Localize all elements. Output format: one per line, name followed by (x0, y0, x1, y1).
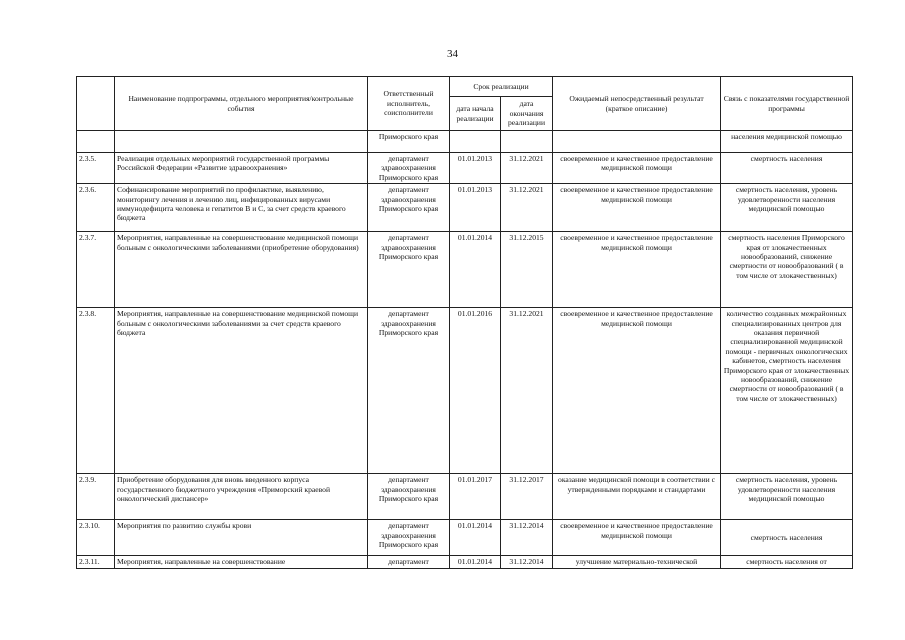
row-result (553, 131, 721, 153)
row-link: количество созданных межрайонных специализированных центров для оказания первичной специализированной медицинской помощи - первичных онкологических кабинетов, смертность населения Приморского края от злокачественных новообразований, снижение смертности от новообразований ( в том числе от злокачественных) (721, 308, 853, 474)
row-link: смертность населения (721, 153, 853, 184)
row-name: Реализация отдельных мероприятий государственной программы Российской Федерации «Развитие здравоохранения» (115, 153, 368, 184)
row-link: смертность населения Приморского края от злокачественных новообразований, снижение смертности от новообразований ( в том числе от злокачественных) (721, 232, 853, 308)
header-number (77, 77, 115, 131)
row-start: 01.01.2013 (450, 153, 501, 184)
table-row (77, 520, 853, 556)
row-result: своевременное и качественное предоставление медицинской помощи (553, 520, 721, 556)
row-link: смертность населения, уровень удовлетворенности населения медицинской помощью (721, 184, 853, 232)
row-name: Мероприятия, направленные на совершенствование медицинской помощи больным с онкологическими заболеваниями за счет средств краевого бюджета (115, 308, 368, 474)
row-result: оказание медицинской помощи в соответствии с утвержденными порядками и стандартами (553, 474, 721, 520)
row-number: 2.3.8. (77, 308, 115, 474)
table-row (77, 474, 853, 520)
row-result: улучшение материально-технической (553, 556, 721, 568)
row-name: Мероприятия, направленные на совершенствование (115, 556, 368, 568)
row-executor: департамент здравоохранения Приморского края (368, 520, 450, 556)
row-number: 2.3.7. (77, 232, 115, 308)
row-link: смертность населения от (721, 556, 853, 568)
row-end: 31.12.2021 (501, 184, 553, 232)
row-link: населения медицинской помощью (721, 131, 853, 153)
row-end: 31.12.2014 (501, 556, 553, 568)
row-start: 01.01.2014 (450, 232, 501, 308)
row-executor: департамент (368, 556, 450, 568)
table-row (77, 556, 853, 568)
row-name (115, 131, 368, 153)
row-result: своевременное и качественное предоставление медицинской помощи (553, 308, 721, 474)
row-executor: департамент здравоохранения Приморского края (368, 232, 450, 308)
row-end (501, 131, 553, 153)
row-end: 31.12.2021 (501, 308, 553, 474)
header-link: Связь с показателями государственной программы (721, 77, 853, 131)
table-row (77, 184, 853, 232)
row-link: смертность населения, уровень удовлетворенности населения медицинской помощью (721, 474, 853, 520)
row-start: 01.01.2016 (450, 308, 501, 474)
row-executor: департамент здравоохранения Приморского края (368, 153, 450, 184)
row-end: 31.12.2021 (501, 153, 553, 184)
program-table (76, 76, 853, 569)
row-result: своевременное и качественное предоставление медицинской помощи (553, 232, 721, 308)
row-number: 2.3.6. (77, 184, 115, 232)
row-number: 2.3.9. (77, 474, 115, 520)
table-row (77, 131, 853, 153)
header-end: дата окончания реализации (501, 97, 553, 131)
row-end: 31.12.2014 (501, 520, 553, 556)
row-result: своевременное и качественное предоставление медицинской помощи (553, 184, 721, 232)
row-executor: департамент здравоохранения Приморского края (368, 184, 450, 232)
header-executor: Ответственный исполнитель, соисполнители (368, 77, 450, 131)
row-start: 01.01.2014 (450, 520, 501, 556)
row-start: 01.01.2017 (450, 474, 501, 520)
row-end: 31.12.2017 (501, 474, 553, 520)
row-executor: департамент здравоохранения Приморского края (368, 474, 450, 520)
row-result: своевременное и качественное предоставление медицинской помощи (553, 153, 721, 184)
row-name: Софинансирование мероприятий по профилактике, выявлению, мониторингу лечения и лечению лиц, инфицированных вирусами иммунодефицита человека и гепатитов В и С, за счет средств краевого бюджета (115, 184, 368, 232)
header-period: Срок реализации (450, 77, 553, 97)
table-row (77, 153, 853, 184)
header-start: дата начала реализации (450, 97, 501, 131)
row-number (77, 131, 115, 153)
row-number: 2.3.5. (77, 153, 115, 184)
row-name: Мероприятия, направленные на совершенствование медицинской помощи больным с онкологическими заболеваниями (приобретение оборудования) (115, 232, 368, 308)
table-row (77, 232, 853, 308)
row-number: 2.3.10. (77, 520, 115, 556)
row-link: смертность населения (721, 520, 853, 556)
row-name: Приобретение оборудования для вновь введенного корпуса государственного бюджетного учреждения «Приморский краевой онкологический диспансер» (115, 474, 368, 520)
row-start: 01.01.2014 (450, 556, 501, 568)
row-start (450, 131, 501, 153)
row-number: 2.3.11. (77, 556, 115, 568)
row-executor: Приморского края (368, 131, 450, 153)
row-executor: департамент здравоохранения Приморского края (368, 308, 450, 474)
row-name: Мероприятия по развитию службы крови (115, 520, 368, 556)
header-name: Наименование подпрограммы, отдельного мероприятия/контрольные события (115, 77, 368, 131)
table-row (77, 308, 853, 474)
page-number: 34 (447, 48, 458, 60)
row-end: 31.12.2015 (501, 232, 553, 308)
header-result: Ожидаемый непосредственный результат (краткое описание) (553, 77, 721, 131)
row-start: 01.01.2013 (450, 184, 501, 232)
